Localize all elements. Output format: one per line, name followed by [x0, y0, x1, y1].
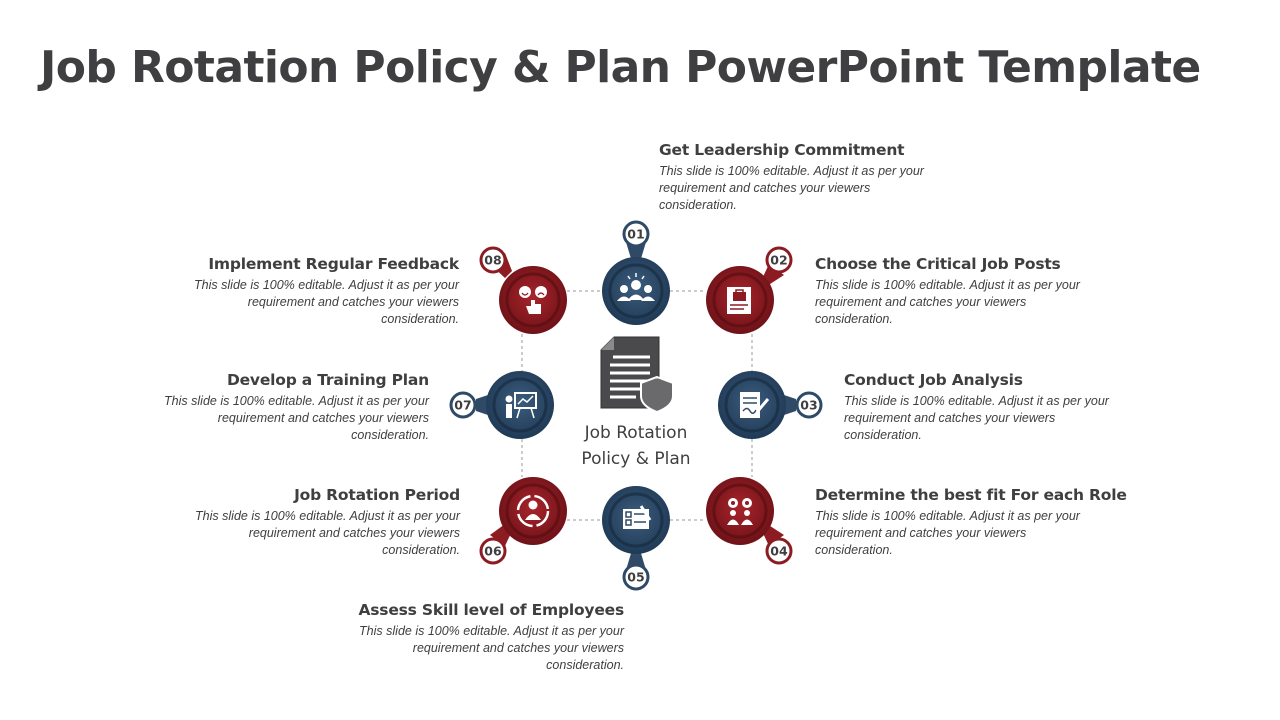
step-title-03: Conduct Job Analysis	[844, 371, 1023, 389]
step-text-07	[99, 371, 429, 444]
step-node-05	[602, 486, 670, 589]
svg-text:07: 07	[454, 397, 472, 413]
job-post-icon	[727, 287, 751, 314]
step-title-04: Determine the best fit For each Role	[815, 486, 1127, 504]
document-shield-icon	[601, 337, 673, 412]
svg-text:05: 05	[627, 569, 645, 585]
step-node-07	[451, 371, 554, 439]
step-title-01: Get Leadership Commitment	[659, 141, 905, 159]
step-text-06	[130, 486, 460, 559]
step-node-03	[718, 371, 821, 439]
step-node-06	[481, 477, 567, 563]
step-desc-06: This slide is 100% editable. Adjust it as per your requirement and catches your viewers consideration.	[195, 509, 460, 557]
step-node-01	[602, 222, 670, 325]
step-title-07: Develop a Training Plan	[226, 371, 429, 389]
svg-text:04: 04	[770, 543, 788, 559]
step-node-04	[706, 477, 791, 563]
step-title-06: Job Rotation Period	[294, 486, 460, 504]
step-text-01	[659, 141, 989, 214]
svg-text:06: 06	[484, 543, 502, 559]
step-text-04	[815, 486, 1145, 559]
step-title-05: Assess Skill level of Employees	[358, 601, 624, 619]
step-desc-02: This slide is 100% editable. Adjust it as per your requirement and catches your viewers consideration.	[815, 278, 1080, 326]
assessment-checklist-icon	[623, 506, 650, 529]
center-label	[556, 420, 716, 472]
center-label-line1: Job Rotation	[584, 423, 688, 443]
step-desc-01: This slide is 100% editable. Adjust it as per your requirement and catches your viewers consideration.	[659, 164, 924, 212]
svg-text:02: 02	[770, 252, 788, 268]
step-desc-08: This slide is 100% editable. Adjust it as per your requirement and catches your viewers consideration.	[194, 278, 459, 326]
center-label-line2: Policy & Plan	[581, 449, 691, 469]
step-desc-04: This slide is 100% editable. Adjust it as per your requirement and catches your viewers consideration.	[815, 509, 1080, 557]
step-text-08	[129, 255, 459, 328]
step-title-08: Implement Regular Feedback	[208, 255, 459, 273]
step-desc-05: This slide is 100% editable. Adjust it as per your requirement and catches your viewers consideration.	[359, 624, 624, 672]
step-desc-03: This slide is 100% editable. Adjust it as per your requirement and catches your viewers consideration.	[844, 394, 1109, 442]
step-text-03	[844, 371, 1174, 444]
svg-text:01: 01	[627, 226, 645, 242]
step-text-02	[815, 255, 1145, 328]
step-node-02	[706, 248, 791, 334]
slide-title: Job Rotation Policy & Plan PowerPoint Template	[40, 42, 1201, 93]
svg-text:03: 03	[800, 397, 818, 413]
step-text-05	[294, 601, 624, 674]
step-desc-07: This slide is 100% editable. Adjust it as per your requirement and catches your viewers consideration.	[164, 394, 429, 442]
svg-text:08: 08	[484, 252, 502, 268]
step-node-08	[481, 248, 567, 334]
step-title-02: Choose the Critical Job Posts	[815, 255, 1061, 273]
